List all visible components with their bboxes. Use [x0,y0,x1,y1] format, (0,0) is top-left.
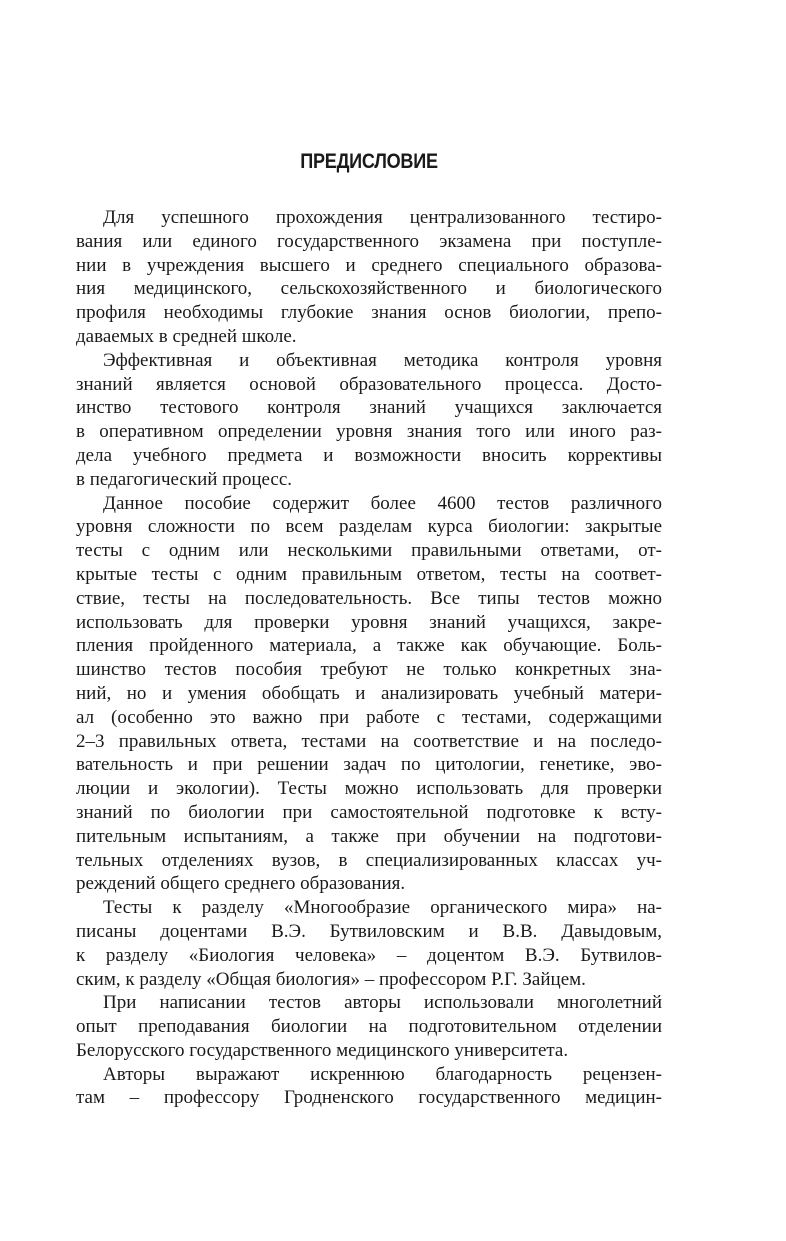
text-line: инство тестового контроля знаний учащихся заключается [76,397,662,419]
text-line: тельных отделениях вузов, в специализированных классах уч- [76,849,662,871]
text-line: шинство тестов пособия требуют не только конкретных зна- [76,659,662,681]
text-line: вательность и при решении задач по цитологии, генетике, эво- [76,754,662,776]
document-page [76,0,662,1241]
text-line: Тесты к разделу «Многообразие органического мира» на- [103,897,662,919]
text-line: профиля необходимы глубокие знания основ биологии, препо- [76,302,662,324]
text-line: знаний является основой образовательного процесса. Досто- [76,373,662,395]
text-line: даваемых в средней школе. [76,325,297,347]
text-line: нии в учреждения высшего и среднего специального образова- [76,254,662,276]
text-line: Для успешного прохождения централизованного тестиро- [103,207,662,228]
text-line: к разделу «Биология человека» – доцентом В.Э. Бутвилов- [76,944,662,966]
text-line: писаны доцентами В.Э. Бутвиловским и В.В. Давыдовым, [76,920,662,942]
text-line: использовать для проверки уровня знаний учащихся, закре- [76,611,662,633]
text-line: Данное пособие содержит более 4600 тестов различного [103,492,662,514]
text-line: знаний по биологии при самостоятельной подготовке к всту- [76,801,662,823]
text-line: опыт преподавания биологии на подготовительном отделении [76,1016,662,1038]
paragraph [76,492,662,897]
text-line: Белорусского государственного медицинского университета. [76,1039,569,1061]
paragraph [76,206,662,349]
text-line: тесты с одним или несколькими правильными ответами, от- [76,540,662,562]
text-line: пления пройденного материала, а также как обучающие. Боль- [76,635,662,657]
preface-body [76,206,662,1110]
text-line: 2–3 правильных ответа, тестами на соответствие и на последо- [76,730,662,752]
text-line: пительным испытаниям, а также при обучении на подготови- [76,825,662,847]
text-line: Эффективная и объективная методика контроля уровня [103,349,662,371]
text-line: крытые тесты с одним правильным ответом, тесты на соответ- [76,563,662,585]
text-line: люции и экологии). Тесты можно использовать для проверки [76,778,662,800]
text-line: ний, но и умения обобщать и анализировать учебный матери- [76,682,662,704]
text-line: При написании тестов авторы использовали многолетний [103,992,662,1014]
text-line: уровня сложности по всем разделам курса биологии: закрытые [76,516,662,538]
text-line: в оперативном определении уровня знания того или иного раз- [76,421,662,443]
text-line: Авторы выражают искреннюю благодарность рецензен- [103,1063,662,1085]
text-line: в педагогический процесс. [76,468,293,490]
text-line: ния медицинского, сельскохозяйственного и биологического [76,278,662,300]
paragraph [76,349,662,492]
text-line: там – профессору Гродненского государственного медицин- [76,1087,662,1109]
paragraph [76,1063,662,1111]
text-line: вания или единого государственного экзамена при поступле- [76,230,662,252]
text-line: дела учебного предмета и возможности вносить коррективы [76,444,662,466]
text-line: ал (особенно это важно при работе с тестами, содержащими [76,706,662,728]
text-line: ским, к разделу «Общая биология» – профессором Р.Г. Зайцем. [76,968,586,990]
paragraph [76,896,662,991]
page-title: ПРЕДИСЛОВИЕ [300,150,438,173]
paragraph [76,991,662,1062]
text-line: реждений общего среднего образования. [76,873,406,895]
text-line: ствие, тесты на последовательность. Все типы тестов можно [76,587,662,609]
